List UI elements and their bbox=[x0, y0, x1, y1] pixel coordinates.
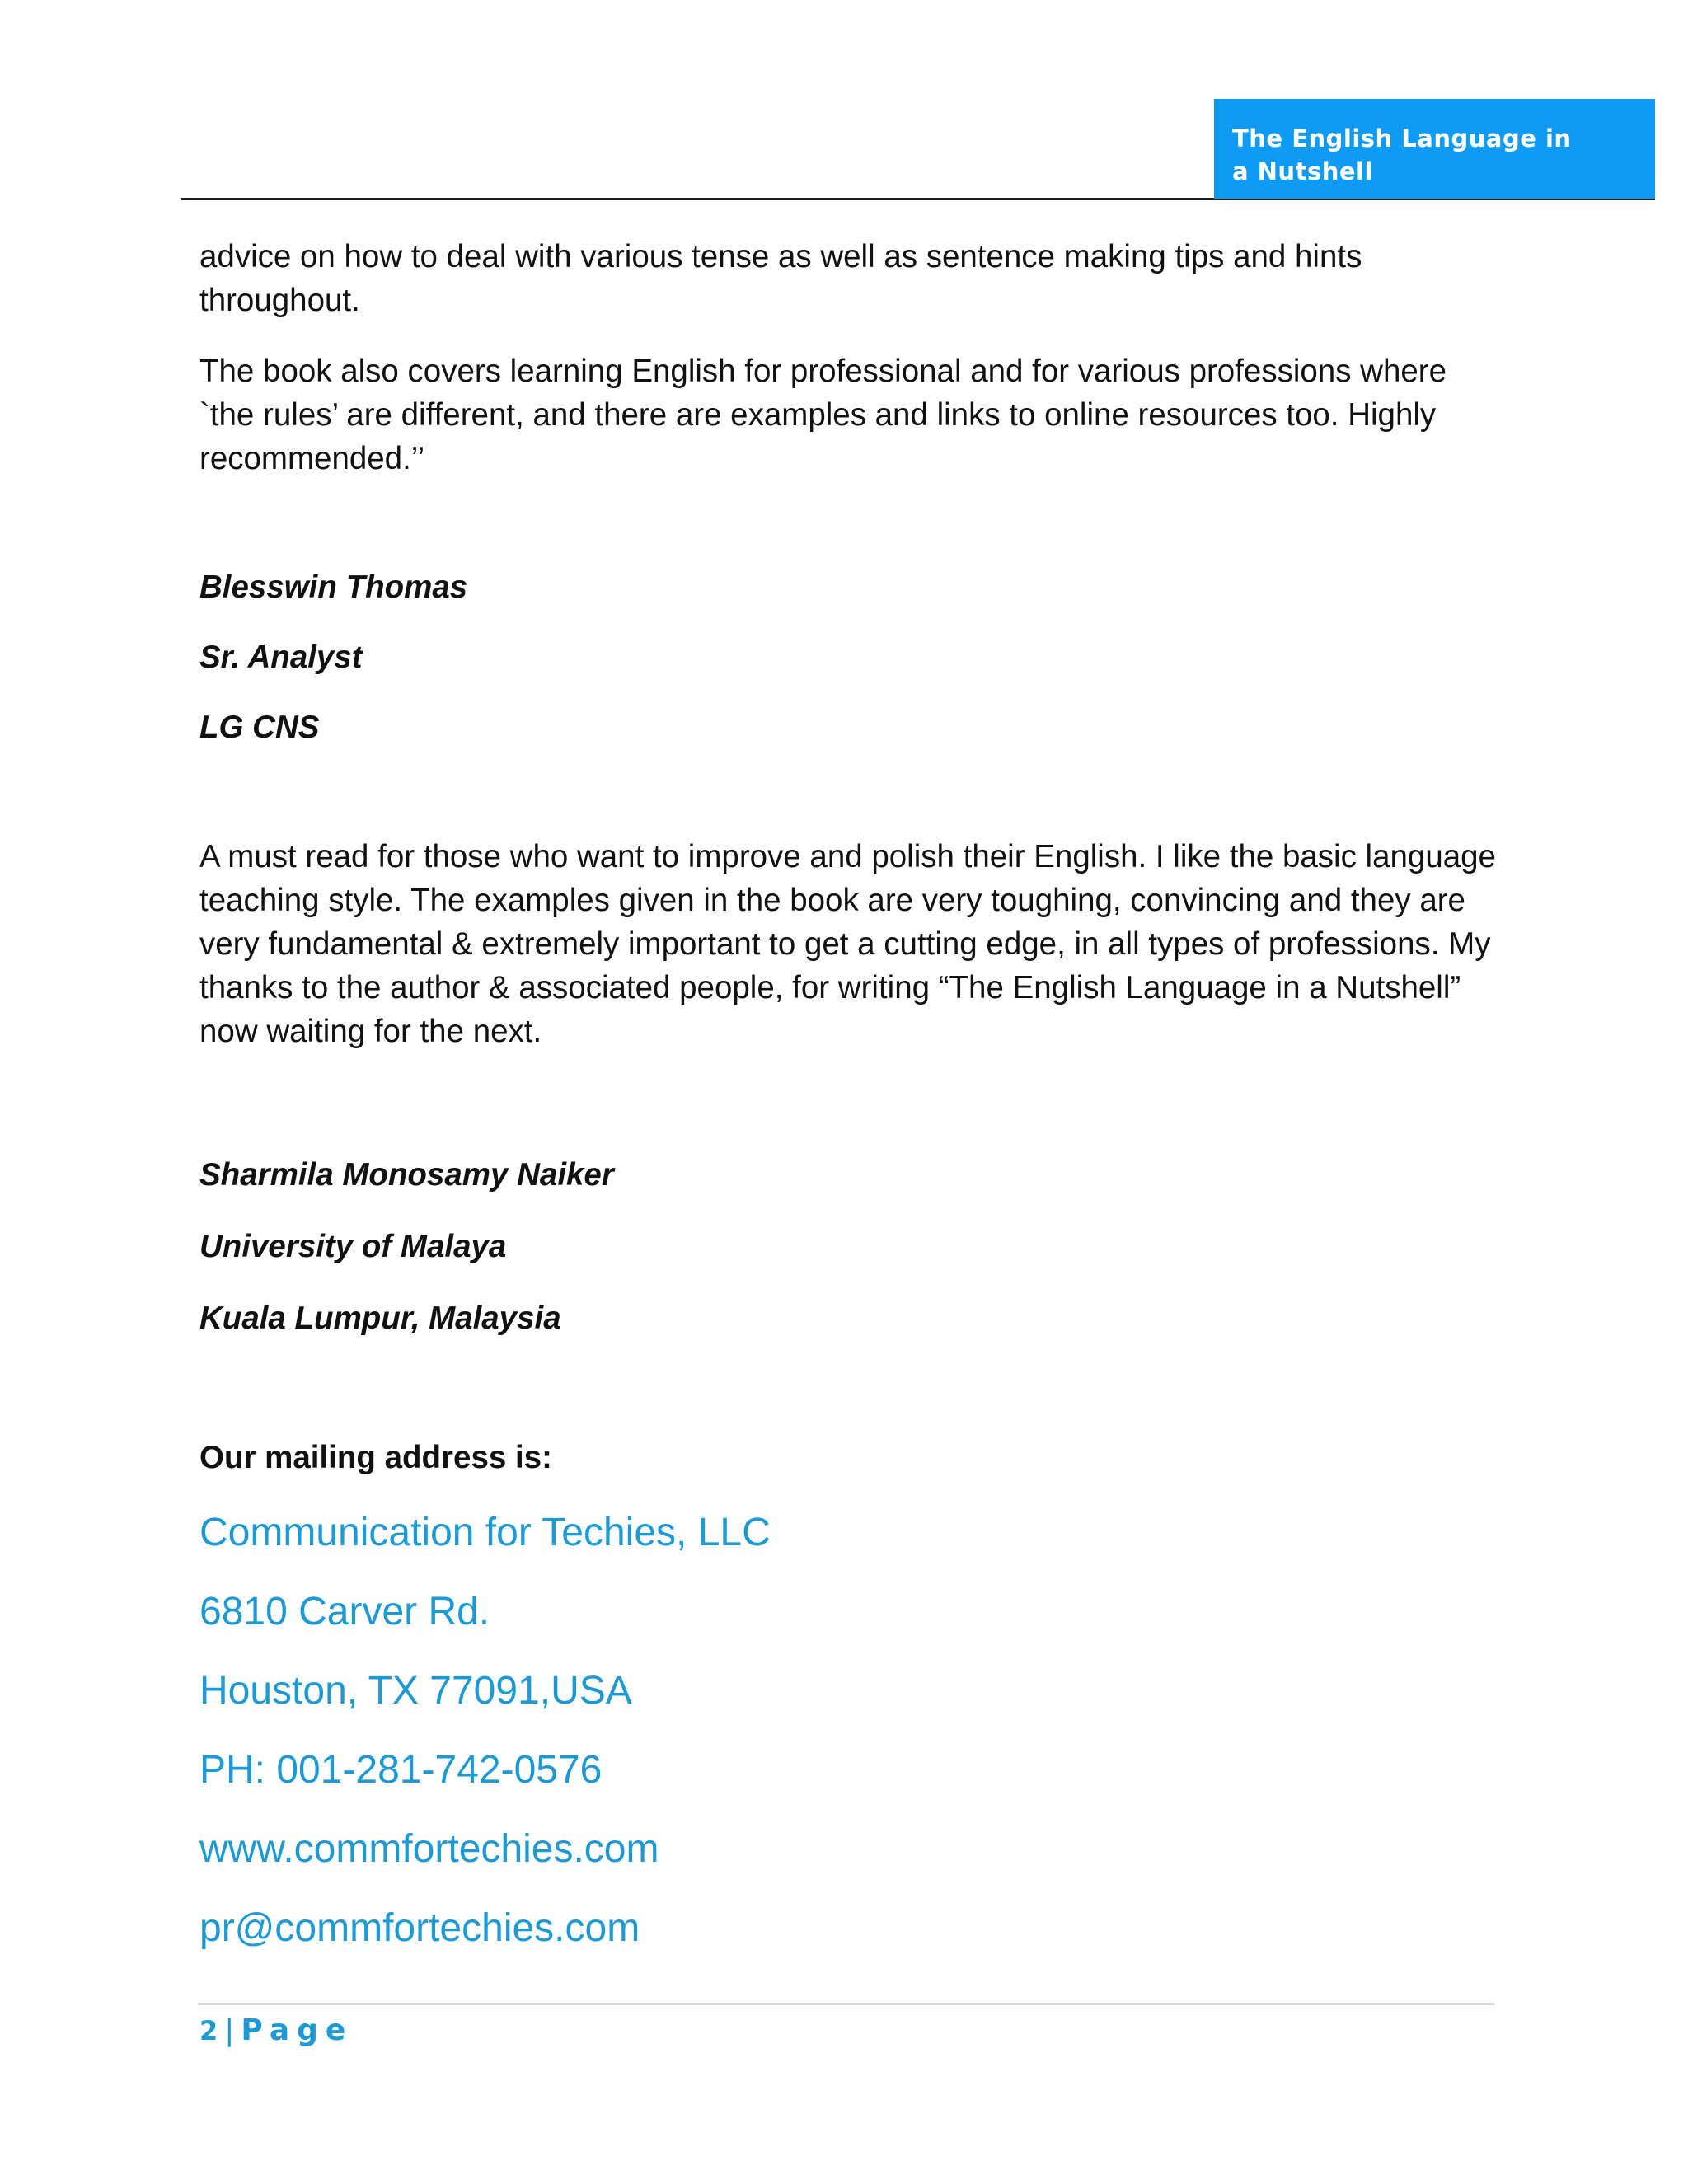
paragraph-1: advice on how to deal with various tense as well as sentence making tips and hints throughout. bbox=[199, 239, 1362, 318]
reviewer-1-name: Blesswin Thomas bbox=[199, 569, 468, 605]
mailing-phone: PH: 001-281-742-0576 bbox=[199, 1748, 603, 1792]
mailing-city: Houston, TX 77091,USA bbox=[199, 1669, 632, 1713]
page-separator: | bbox=[224, 2013, 235, 2047]
reviewer-1-role: Sr. Analyst bbox=[199, 640, 363, 675]
page-content bbox=[199, 235, 1510, 1953]
page-label: Page bbox=[241, 2013, 354, 2047]
mailing-company: Communication for Techies, LLC bbox=[199, 1511, 771, 1554]
mailing-email: pr@commfortechies.com bbox=[199, 1906, 640, 1950]
mailing-heading: Our mailing address is: bbox=[199, 1440, 552, 1475]
header-title-box bbox=[1214, 99, 1655, 199]
paragraph-3: A must read for those who want to improve and polish their English. I like the basic language teaching style. The examples given in the book are very toughing, convincing and they are very fundamental & extremely important to get a cutting edge, in all types of professions. My thanks to the author & associated people, for writing “The English Language in a Nutshell” now waiting for the next. bbox=[199, 839, 1496, 1049]
reviewer-1-org: LG CNS bbox=[199, 710, 320, 745]
header-title: The English Language in a Nutshell bbox=[1232, 124, 1572, 185]
paragraph-2: The book also covers learning English for professional and for various professions where `the rules’ are different, and there are examples and links to online resources too. Highly recommended.’’ bbox=[199, 354, 1447, 476]
page-number: 2 bbox=[199, 2015, 218, 2046]
reviewer-2-location: Kuala Lumpur, Malaysia bbox=[199, 1301, 561, 1336]
page-footer bbox=[199, 2013, 353, 2049]
mailing-website: www.commfortechies.com bbox=[199, 1827, 659, 1871]
footer-rule bbox=[198, 2003, 1494, 2005]
reviewer-2-name: Sharmila Monosamy Naiker bbox=[199, 1157, 614, 1193]
reviewer-2-org: University of Malaya bbox=[199, 1229, 507, 1264]
mailing-street: 6810 Carver Rd. bbox=[199, 1590, 490, 1633]
